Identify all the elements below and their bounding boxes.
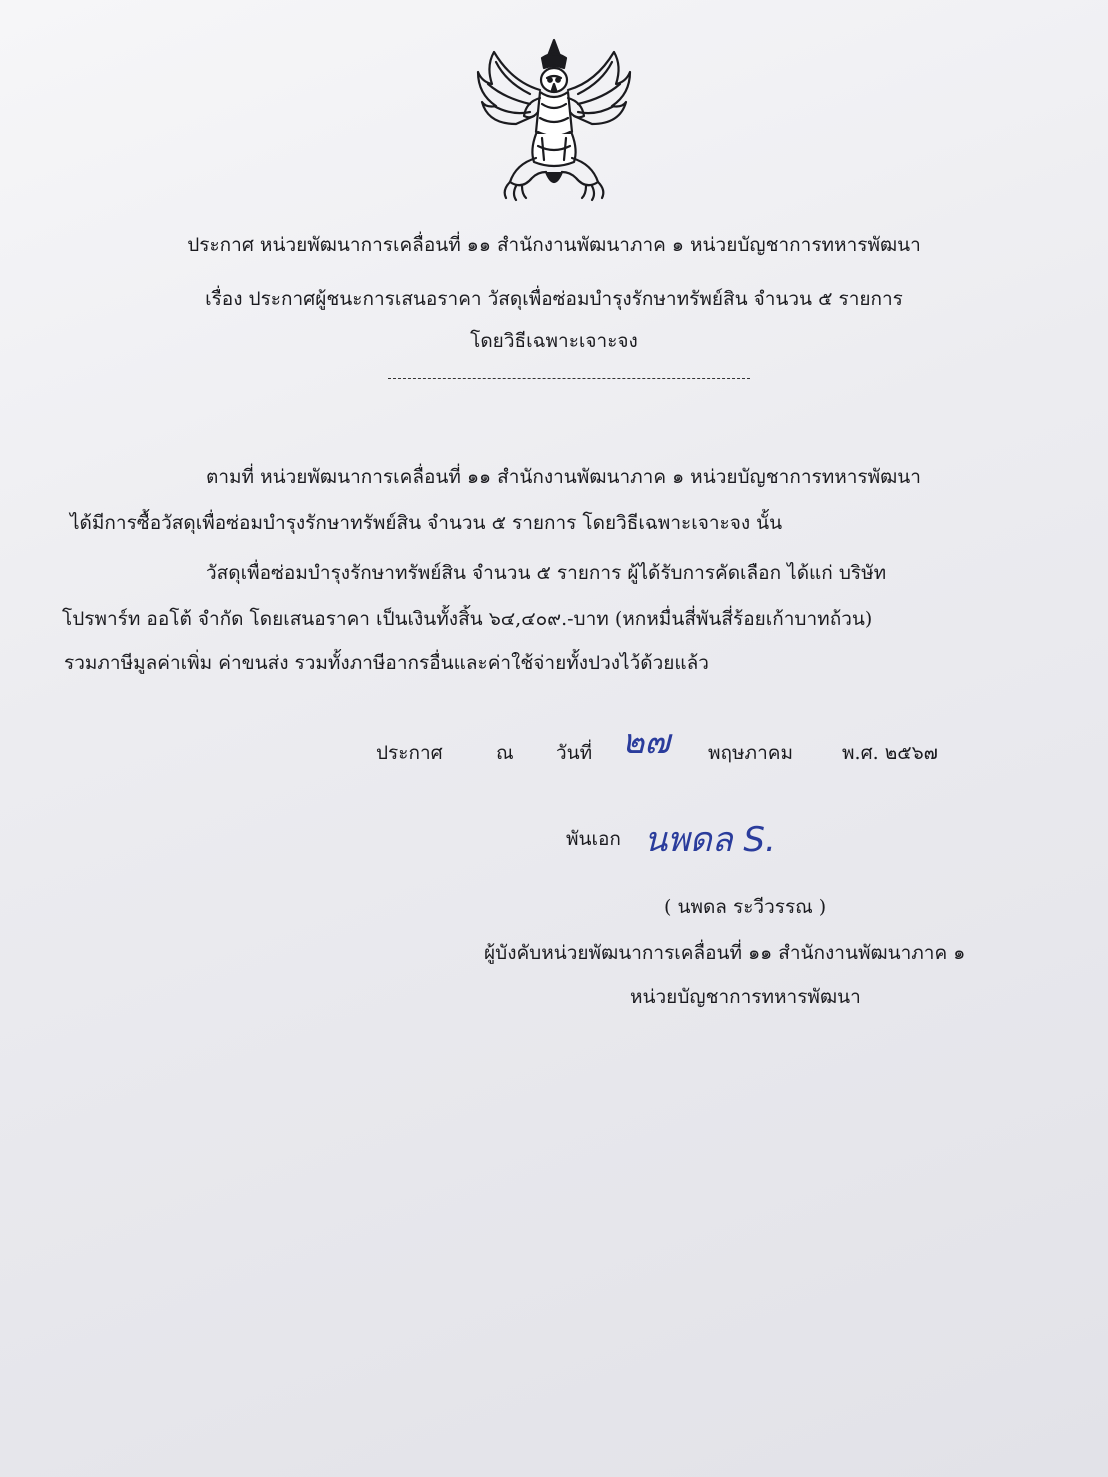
paragraph-1-line-1: ตามที่ หน่วยพัฒนาการเคลื่อนที่ ๑๑ สำนักงานพัฒนาภาค ๑ หน่วยบัญชาการทหารพัฒนา [206, 466, 921, 488]
date-day-label: วันที่ [556, 742, 593, 764]
signer-position-line-1: ผู้บังคับหน่วยพัฒนาการเคลื่อนที่ ๑๑ สำนักงานพัฒนาภาค ๑ [484, 942, 966, 964]
signer-rank: พันเอก [566, 828, 621, 850]
garuda-emblem-icon [472, 32, 636, 204]
paragraph-2-line-3: รวมภาษีมูลค่าเพิ่ม ค่าขนส่ง รวมทั้งภาษีอากรอื่นและค่าใช้จ่ายทั้งปวงไว้ด้วยแล้ว [64, 652, 709, 674]
announcement-title: ประกาศ หน่วยพัฒนาการเคลื่อนที่ ๑๑ สำนักงานพัฒนาภาค ๑ หน่วยบัญชาการทหารพัฒนา [187, 234, 921, 256]
handwritten-signature: นพดล S. [644, 820, 776, 860]
announcement-method: โดยวิธีเฉพาะเจาะจง [470, 330, 638, 352]
date-announce-label: ประกาศ [376, 742, 443, 764]
date-month: พฤษภาคม [708, 742, 793, 764]
signer-position-line-2: หน่วยบัญชาการทหารพัฒนา [630, 986, 861, 1008]
paragraph-2-line-2: โปรพาร์ท ออโต้ จำกัด โดยเสนอราคา เป็นเงินทั้งสิ้น ๖๔,๔๐๙.-บาท (หกหมื่นสี่พันสี่ร้อยเก้าบาทถ้วน) [62, 608, 873, 630]
dashed-divider [388, 378, 750, 379]
signer-name: ( นพดล ระวีวรรณ ) [664, 896, 827, 918]
handwritten-day: ๒๗ [622, 722, 670, 762]
paragraph-1-line-2: ได้มีการซื้อวัสดุเพื่อซ่อมบำรุงรักษาทรัพย์สิน จำนวน ๕ รายการ โดยวิธีเฉพาะเจาะจง นั้น [70, 512, 783, 534]
date-year: พ.ศ. ๒๕๖๗ [842, 742, 938, 764]
date-at-label: ณ [496, 742, 514, 764]
announcement-subject: เรื่อง ประกาศผู้ชนะการเสนอราคา วัสดุเพื่อซ่อมบำรุงรักษาทรัพย์สิน จำนวน ๕ รายการ [205, 288, 903, 310]
paragraph-2-line-1: วัสดุเพื่อซ่อมบำรุงรักษาทรัพย์สิน จำนวน ๕ รายการ ผู้ได้รับการคัดเลือก ได้แก่ บริษัท [206, 562, 887, 584]
